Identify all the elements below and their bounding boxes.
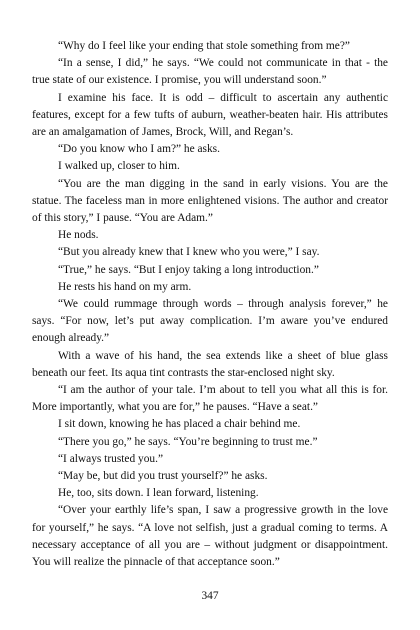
paragraph: “Do you know who I am?” he asks. bbox=[58, 143, 220, 156]
paragraph: “Over your earthly life’s span, I saw a progressive growth in the love for yourself,” he says. “A love not selfish, just a gradual coming to terms. A necessary acceptance of all you are – without judgment or disappointment. You will realize the pinnacle of that acceptance soon.” bbox=[32, 504, 388, 569]
paragraph: He nods. bbox=[58, 229, 99, 242]
paragraph: “May be, but did you trust yourself?” he asks. bbox=[58, 470, 268, 483]
paragraph: “I am the author of your tale. I’m about to tell you what all this is for. More importantly, what you are for,” he pauses. “Have a seat.” bbox=[32, 384, 388, 414]
paragraph: With a wave of his hand, the sea extends like a sheet of blue glass beneath our feet. Its aqua tint contrasts the star-enclosed night sky. bbox=[32, 349, 388, 379]
paragraph: “But you already knew that I knew who you were,” I say. bbox=[58, 246, 320, 259]
paragraph: I walked up, closer to him. bbox=[58, 160, 180, 173]
paragraph: He rests his hand on my arm. bbox=[58, 280, 192, 293]
page-number: 347 bbox=[201, 590, 219, 602]
paragraph: “Why do I feel like your ending that stole something from me?” bbox=[58, 40, 350, 52]
paragraph: “True,” he says. “But I enjoy taking a long introduction.” bbox=[58, 263, 319, 276]
paragraph: “You are the man digging in the sand in early visions. You are the statue. The faceless man in more enlightened visions. The author and creator of this story,” I pause. “You are Adam.” bbox=[32, 177, 388, 225]
paragraph: I sit down, knowing he has placed a chair behind me. bbox=[58, 418, 301, 431]
paragraph: “There you go,” he says. “You’re beginning to trust me.” bbox=[58, 435, 318, 448]
paragraph: “I always trusted you.” bbox=[58, 452, 164, 465]
paragraph: “In a sense, I did,” he says. “We could not communicate in that - the true state of our existence. I promise, you will understand soon.” bbox=[32, 57, 388, 87]
paragraph: “We could rummage through words – through analysis forever,” he says. “For now, let’s put away complication. I’m aware you’ve endured enough already.” bbox=[32, 298, 388, 345]
paragraph: I examine his face. It is odd – difficult to ascertain any authentic features, except for a few tufts of auburn, weather-beaten hair. His attributes are an amalgamation of James, Brock, Will, and Regan’s. bbox=[32, 91, 388, 139]
body-text bbox=[32, 38, 388, 571]
paragraph: He, too, sits down. I lean forward, listening. bbox=[58, 487, 259, 500]
